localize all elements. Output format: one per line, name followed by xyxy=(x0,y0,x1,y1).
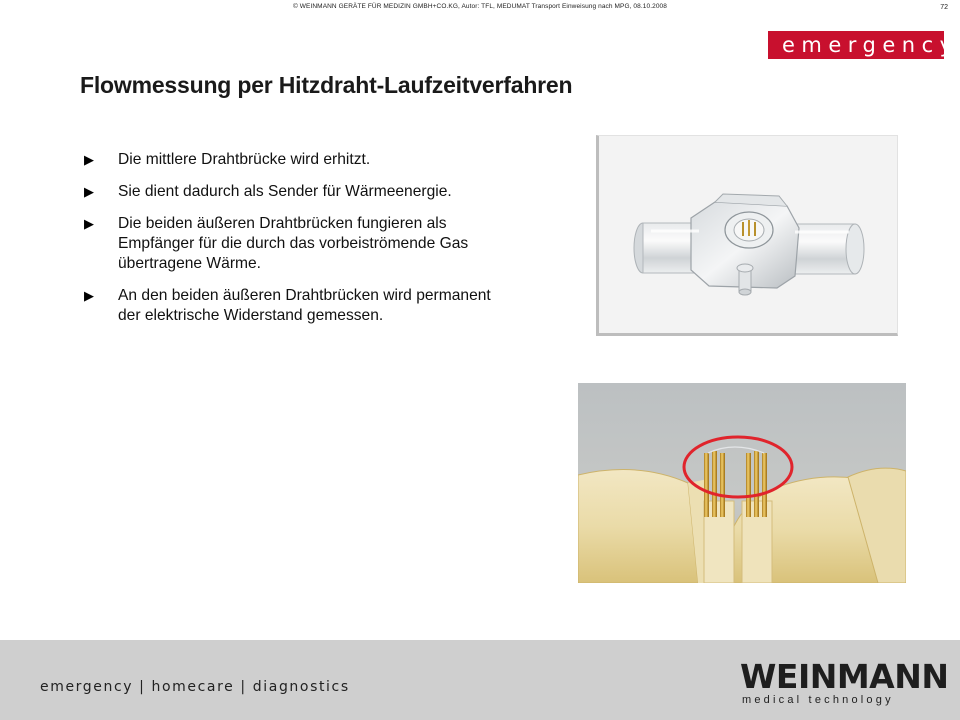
page-number: 72 xyxy=(940,4,948,11)
bullet-list xyxy=(84,150,504,338)
brand-subtitle: medical technology xyxy=(742,694,894,706)
right-triangle-arrow-icon: ▶ xyxy=(84,216,94,231)
copyright-line: © WEINMANN GERÄTE FÜR MEDIZIN GMBH+CO.KG, Autor: TFL, MEDUMAT Transport Einweisung nach MPG, 08.10.2008 xyxy=(293,3,667,10)
bullet-item xyxy=(84,182,504,202)
emergency-badge: emergency xyxy=(768,31,944,59)
footer-tagline: emergency | homecare | diagnostics xyxy=(40,679,350,695)
bullet-text: Die mittlere Drahtbrücke wird erhitzt. xyxy=(118,151,371,168)
brand-name: WEINMANN xyxy=(740,657,949,696)
bullet-text: Die beiden äußeren Drahtbrücken fungieren als Empfänger für die durch das vorbeiströmende Gas übertragene Wärme. xyxy=(118,215,469,272)
footer xyxy=(0,640,960,720)
slide-title: Flowmessung per Hitzdraht-Laufzeitverfahren xyxy=(80,72,573,98)
right-triangle-arrow-icon: ▶ xyxy=(84,184,94,199)
right-triangle-arrow-icon: ▶ xyxy=(84,288,94,303)
wire-bridge-closeup-photo xyxy=(578,383,906,583)
bullet-item xyxy=(84,150,504,170)
flow-sensor-photo xyxy=(596,135,898,336)
bullet-text: Sie dient dadurch als Sender für Wärmeenergie. xyxy=(118,183,452,200)
bullet-item xyxy=(84,286,504,326)
right-triangle-arrow-icon: ▶ xyxy=(84,152,94,167)
bullet-text: An den beiden äußeren Drahtbrücken wird permanent der elektrische Widerstand gemessen. xyxy=(118,287,491,324)
weinmann-logo xyxy=(740,657,949,720)
bullet-item xyxy=(84,214,504,274)
